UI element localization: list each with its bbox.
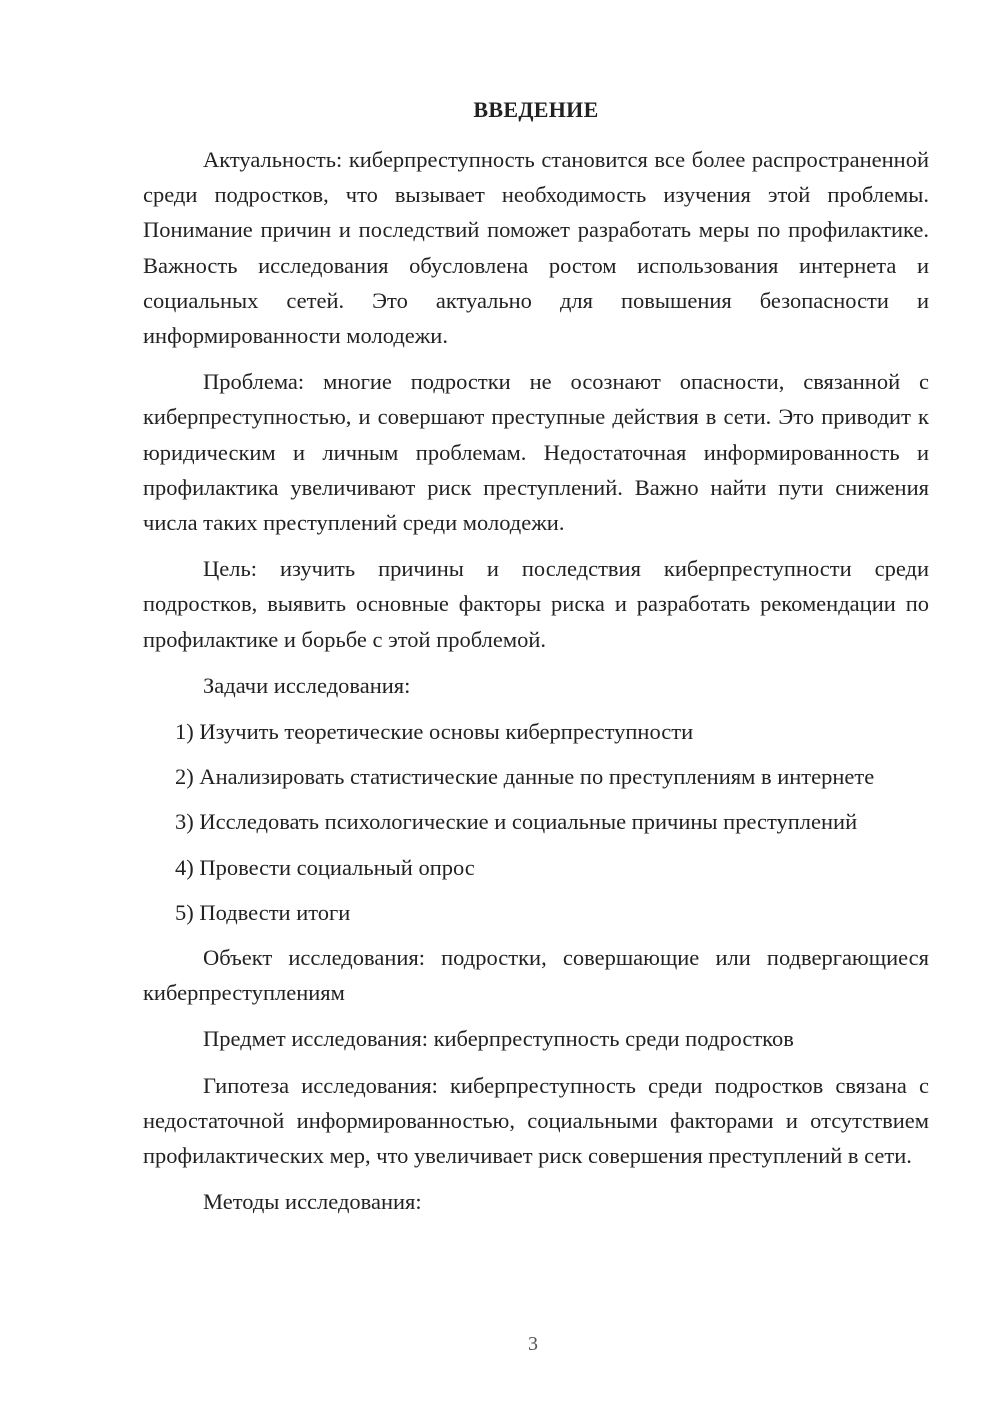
task-item-1: 1) Изучить теоретические основы киберпреступности — [175, 719, 694, 745]
paragraph-goal: Цель: изучить причины и последствия киберпреступности среди подростков, выявить основные факторы риска и разработать рекомендации по профилактике и борьбе с этой проблемой. — [143, 556, 929, 652]
tasks-heading: Задачи исследования: — [203, 672, 411, 698]
task-item-5: 5) Подвести итоги — [175, 899, 351, 925]
task-item-4: 4) Провести социальный опрос — [175, 854, 475, 880]
paragraph-problem: Проблема: многие подростки не осознают опасности, связанной с киберпреступностью, и совершают преступные действия в сети. Это приводит к юридическим и личным проблемам. Недостаточная информированность и профилактика увеличивают риск преступлений. Важно найти пути снижения числа таких преступлений среди молодежи. — [143, 369, 929, 536]
page-number: 3 — [528, 1333, 538, 1355]
page-title: ВВЕДЕНИЕ — [473, 97, 599, 122]
paragraph-relevance: Актуальность: киберпреступность становится все более распространенной среди подростков, что вызывает необходимость изучения этой проблемы. Понимание причин и последствий поможет разработать меры по профилактике. Важность исследования обусловлена ростом использования интернета и социальных сетей. Это актуально для повышения безопасности и информированности молодежи. — [143, 147, 929, 349]
task-item-2: 2) Анализировать статистические данные по преступлениям в интернете — [175, 764, 875, 790]
paragraph-subject: Предмет исследования: киберпреступность среди подростков — [203, 1026, 794, 1052]
paragraph-object: Объект исследования: подростки, совершающие или подвергающиеся киберпреступлениям — [143, 945, 929, 1006]
task-item-3: 3) Исследовать психологические и социальные причины преступлений — [175, 809, 858, 835]
paragraph-hypothesis: Гипотеза исследования: киберпреступность среди подростков связана с недостаточной информированностью, социальными факторами и отсутствием профилактических мер, что увеличивает риск совершения преступлений в сети. — [143, 1072, 929, 1169]
methods-heading: Методы исследования: — [203, 1189, 422, 1215]
page-content — [143, 92, 929, 1230]
